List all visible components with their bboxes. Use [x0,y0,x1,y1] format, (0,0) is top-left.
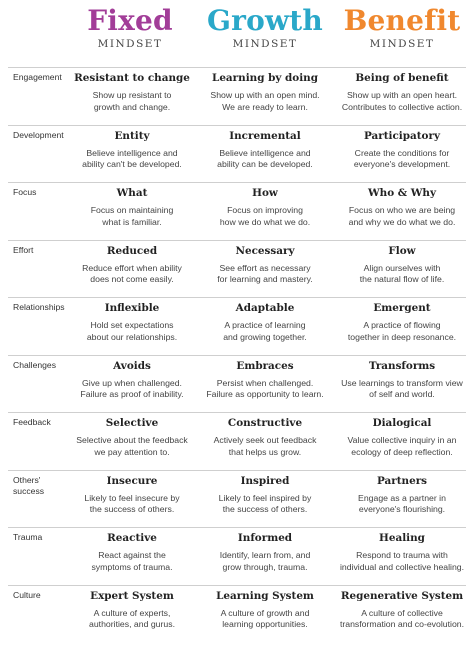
cell-title: How [252,187,278,199]
fixed-cell [68,532,196,573]
header-benefit-title: Benefit [343,4,461,37]
header-fixed-title: Fixed [87,4,173,37]
cell-line: the success of others. [89,504,175,514]
fixed-cell [68,187,196,228]
row-label: Challenges [13,359,56,370]
cell-title: What [116,187,148,199]
growth-cell [200,130,330,171]
cell-title: Regenerative System [340,589,464,602]
header-benefit-subtitle: MINDSET [369,38,435,50]
benefit-cell [333,475,471,516]
row-label: Focus [13,187,37,197]
row-label: Engagement [13,72,62,82]
cell-description [200,608,330,631]
cell-line: Respond to trauma with [356,550,448,560]
table-row-focus [0,182,474,239]
cell-line: learning opportunities. [222,619,308,629]
benefit-cell [333,360,471,401]
cell-line: authorities, and gurus. [89,619,175,629]
cell-line: Focus on who we are being [348,205,456,215]
cell-description [200,378,330,401]
cell-line: Show up resistant to [92,90,172,100]
cell-line: how we do what we do. [219,216,311,227]
cell-description [68,263,196,286]
cell-line: A culture of experts, [93,607,171,618]
table-row-others-success [0,470,474,527]
cell-line: the success of others. [222,504,308,514]
cell-description [333,148,471,171]
fixed-cell [68,72,196,113]
cell-title: Incremental [229,129,301,142]
cell-line: ecology of deep reflection. [351,446,453,457]
cell-description [200,205,330,228]
cell-title: Participatory [363,129,440,142]
cell-line: Actively seek out feedback [213,435,317,445]
cell-title: Insecure [106,474,158,487]
cell-line: Use learnings to transform view [341,377,463,388]
cell-title: Adaptable [235,302,295,314]
row-divider [8,297,466,298]
row-label: Feedback [13,417,51,427]
cell-title: Who & Why [367,187,437,199]
cell-description [333,263,471,286]
cell-title: Selective [105,417,159,429]
header-growth [200,4,330,50]
row-divider [8,470,466,471]
row-label: Development [13,129,64,140]
cell-description [68,148,196,171]
cell-description [68,320,196,343]
cell-description [200,435,330,458]
cell-line: together in deep resonance. [347,331,457,342]
cell-line: Reduce effort when ability [82,262,182,273]
header-fixed-subtitle: MINDSET [97,38,163,50]
cell-title: Healing [379,532,425,544]
fixed-cell [68,130,196,171]
cell-title: Learning System [216,589,314,602]
cell-line: A culture of collective [361,607,443,618]
cell-description [333,608,471,631]
cell-description [68,550,196,573]
cell-title: Reactive [107,532,157,544]
cell-line: See effort as necessary [219,262,311,273]
cell-title: Dialogical [372,417,432,429]
cell-line: individual and collective healing. [339,561,465,572]
row-divider [8,412,466,413]
cell-line: Likely to feel inspired by [218,492,312,503]
fixed-cell [68,475,196,516]
cell-line: the natural flow of life. [359,274,445,284]
cell-description [333,435,471,458]
cell-title: Partners [376,474,428,487]
fixed-cell [68,360,196,401]
cell-description [200,493,330,516]
cell-line: transformation and co-evolution. [339,619,465,629]
cell-title: Entity [114,129,150,142]
row-divider [8,355,466,356]
cell-description [200,148,330,171]
cell-title: Expert System [90,589,174,602]
benefit-cell [333,302,471,343]
benefit-cell [333,187,471,228]
cell-title: Emergent [373,302,431,314]
row-label: Relationships [13,302,65,312]
cell-title: Flow [388,244,416,257]
cell-description [333,493,471,516]
cell-description [68,608,196,631]
table-row-effort [0,240,474,297]
fixed-cell [68,590,196,631]
cell-line: for learning and mastery. [217,274,313,284]
cell-description [333,90,471,113]
cell-description [68,378,196,401]
row-divider [8,125,466,126]
cell-description [200,263,330,286]
header-growth-subtitle: MINDSET [232,38,298,50]
cell-title: Constructive [227,417,303,429]
row-label: Culture [13,589,41,600]
cell-description [333,550,471,573]
cell-title: Resistant to change [74,72,190,84]
table-row-trauma [0,527,474,584]
cell-line: Show up with an open mind. [210,90,320,100]
growth-cell [200,187,330,228]
cell-line: everyone's development. [353,159,451,169]
cell-line: Value collective inquiry in an [347,435,457,445]
cell-line: Selective about the feedback [76,435,188,445]
cell-description [68,205,196,228]
cell-line: growth and change. [93,101,171,112]
row-divider [8,182,466,183]
cell-description [68,493,196,516]
cell-line: Contributes to collective action. [341,101,463,112]
cell-line: Focus on maintaining [90,205,174,215]
cell-line: symptoms of trauma. [91,561,173,572]
row-divider [8,240,466,241]
cell-title: Inspired [240,474,290,487]
cell-title: Learning by doing [212,72,318,84]
cell-description [200,320,330,343]
cell-line: we pay attention to. [94,446,170,457]
cell-title: Reduced [106,244,158,257]
cell-line: Likely to feel insecure by [84,492,180,503]
cell-line: We are ready to learn. [222,101,308,112]
benefit-cell [333,72,471,113]
cell-line: Failure as opportunity to learn. [206,389,324,399]
cell-description [333,378,471,401]
table-row-feedback [0,412,474,469]
cell-line: ability can't be developed. [82,159,182,169]
header-fixed [60,4,200,50]
cell-description [333,320,471,343]
cell-line: A practice of flowing [363,320,441,330]
benefit-cell [333,245,471,286]
cell-line: Focus on improving [227,205,303,215]
row-label: Effort [13,244,34,255]
table-row-challenges [0,355,474,412]
cell-line: A culture of growth and [220,607,310,618]
cell-line: and growing together. [223,331,307,342]
cell-title: Embraces [236,359,294,372]
cell-title: Informed [237,532,293,544]
growth-cell [200,302,330,343]
cell-line: Engage as a partner in [358,492,446,503]
growth-cell [200,360,330,401]
growth-cell [200,72,330,113]
cell-description [68,435,196,458]
table-row-development [0,125,474,182]
cell-line: Create the conditions for [354,147,450,158]
cell-description [333,205,471,228]
row-label: Others' success [13,474,45,496]
cell-title: Being of benefit [355,72,449,84]
header-benefit [330,4,474,50]
cell-line: and why we do what we do. [348,216,456,227]
benefit-cell [333,417,471,458]
benefit-cell [333,532,471,573]
cell-line: Identify, learn from, and [219,550,311,560]
fixed-cell [68,245,196,286]
cell-line: Believe intelligence and [86,147,178,158]
growth-cell [200,475,330,516]
cell-title: Inflexible [104,302,160,314]
table-row-engagement [0,67,474,124]
cell-line: React against the [98,550,166,560]
cell-line: ability can be developed. [217,159,313,169]
row-divider [8,585,466,586]
growth-cell [200,245,330,286]
cell-line: Show up with an open heart. [346,90,458,100]
table-row-relationships [0,297,474,354]
cell-line: A practice of learning [224,320,306,330]
cell-title: Avoids [113,359,151,372]
cell-line: Give up when challenged. [82,377,182,388]
cell-line: Align ourselves with [363,262,441,273]
header-growth-title: Growth [207,4,323,37]
benefit-cell [333,590,471,631]
table-row-culture [0,585,474,642]
cell-title: Necessary [235,244,295,257]
cell-line: everyone's flourishing. [358,504,446,514]
cell-title: Transforms [368,359,436,372]
cell-line: what is familiar. [102,216,162,227]
cell-description [200,550,330,573]
cell-description [68,90,196,113]
cell-line: that helps us grow. [228,446,302,457]
cell-line: does not come easily. [90,274,174,284]
cell-line: Hold set expectations [90,320,174,330]
row-divider [8,67,466,68]
cell-line: of self and world. [369,389,435,399]
cell-line: about our relationships. [86,331,178,342]
cell-line: grow through, trauma. [222,561,308,572]
growth-cell [200,417,330,458]
row-divider [8,527,466,528]
cell-description [200,90,330,113]
cell-line: Persist when challenged. [216,377,314,388]
fixed-cell [68,417,196,458]
cell-line: Failure as proof of inability. [80,389,184,399]
cell-line: Believe intelligence and [219,147,311,158]
fixed-cell [68,302,196,343]
growth-cell [200,532,330,573]
row-label: Trauma [13,532,43,542]
benefit-cell [333,130,471,171]
growth-cell [200,590,330,631]
